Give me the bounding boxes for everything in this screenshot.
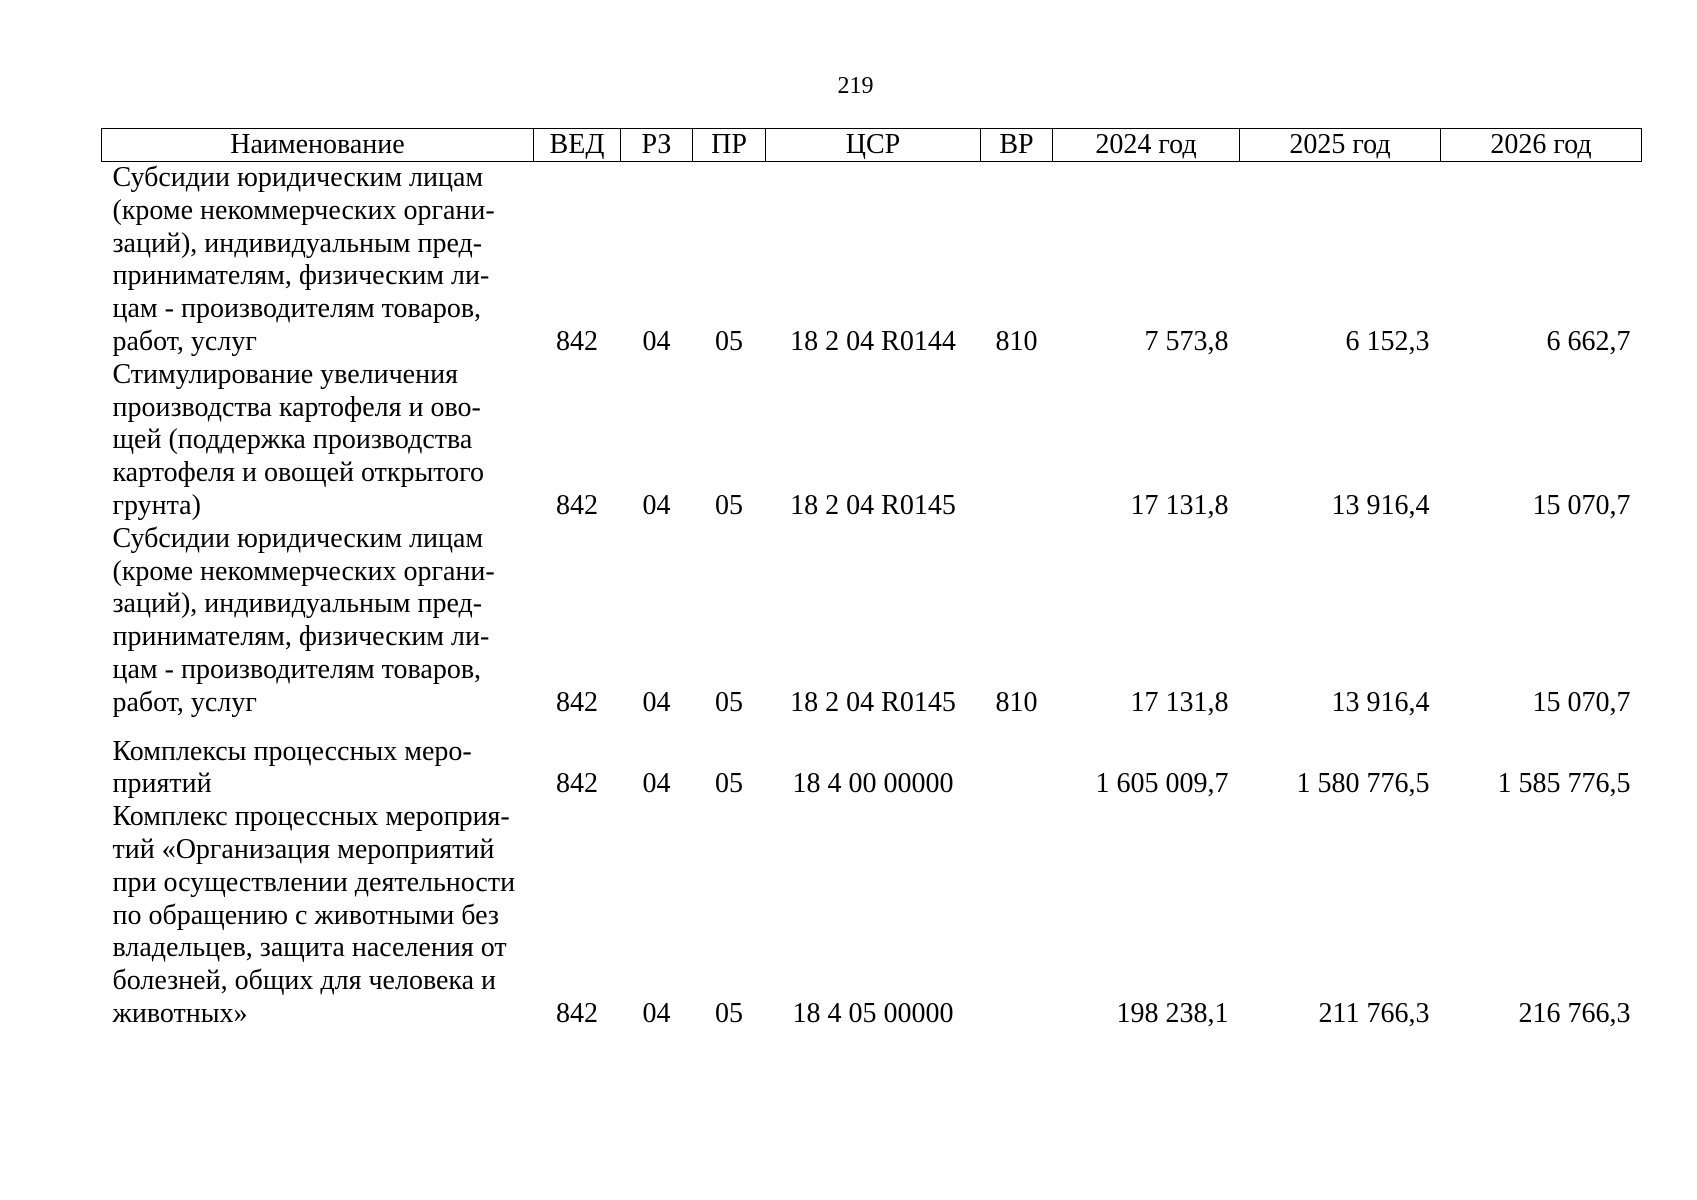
cell-amount-2026: 15 070,7 (1532, 489, 1631, 521)
table-row (102, 801, 1642, 1031)
cell-rz: 04 (642, 325, 671, 357)
name-line: заций), индивидуальным пред- (112, 588, 483, 620)
cell-amount-2025: 1 580 776,5 (1296, 768, 1430, 800)
cell-rz: 04 (642, 686, 671, 718)
table-header-row (102, 129, 1642, 162)
table-row (102, 162, 1642, 359)
column-header-vr: ВР (981, 129, 1053, 162)
budget-table (101, 128, 1642, 1031)
name-line: при осуществлении деятельности (112, 866, 516, 898)
name-line: (кроме некоммерческих органи- (112, 194, 495, 226)
cell-pr: 05 (715, 686, 743, 718)
name-line: Субсидии юридическим лицам (112, 162, 484, 193)
name-line: по обращению с животными без (112, 899, 499, 931)
cell-amount-2026: 1 585 776,5 (1497, 768, 1631, 800)
name-line: работ, услуг (112, 325, 257, 357)
column-header-rz: РЗ (621, 129, 693, 162)
cell-amount-2025: 13 916,4 (1331, 686, 1430, 718)
cell-ved: 842 (556, 768, 598, 800)
cell-name (102, 801, 534, 1031)
cell-ved: 842 (556, 997, 598, 1029)
cell-amount-2026: 15 070,7 (1532, 686, 1631, 718)
name-line: принимателям, физическим ли- (112, 260, 490, 292)
name-line: работ, услуг (112, 686, 257, 718)
name-line: тий «Организация мероприятий (112, 833, 495, 865)
cell-name (102, 523, 534, 720)
name-line: принимателям, физическим ли- (112, 621, 490, 653)
cell-amount-2024: 17 131,8 (1130, 686, 1229, 718)
table-body (102, 162, 1642, 1031)
cell-name (102, 359, 534, 523)
table-row (102, 359, 1642, 523)
cell-vr: 810 (995, 686, 1038, 718)
cell-csr: 18 2 04 R0144 (790, 325, 956, 357)
cell-csr: 18 4 05 00000 (792, 997, 954, 1029)
cell-vr (981, 720, 1053, 802)
column-header-2025: 2025 год (1240, 129, 1441, 162)
name-line: картофеля и овощей открытого (112, 457, 484, 489)
name-line: производства картофеля и ово- (112, 391, 481, 423)
cell-amount-2024: 198 238,1 (1116, 997, 1229, 1029)
column-header-name: Наименование (102, 129, 534, 162)
name-line: болезней, общих для человека и (112, 965, 497, 997)
column-header-pr: ПР (693, 129, 766, 162)
name-line: Комплексы процессных меро- (112, 735, 472, 767)
cell-rz: 04 (642, 489, 671, 521)
name-line: (кроме некоммерческих органи- (112, 555, 495, 587)
cell-vr: 810 (995, 325, 1038, 357)
cell-ved: 842 (556, 489, 598, 521)
cell-amount-2025: 6 152,3 (1345, 325, 1430, 357)
cell-amount-2024: 17 131,8 (1130, 489, 1229, 521)
table-row (102, 523, 1642, 720)
name-line: Стимулирование увеличения (112, 358, 458, 390)
cell-pr: 05 (715, 997, 743, 1029)
name-line: цам - производителям товаров, (112, 653, 482, 685)
cell-name (102, 720, 534, 802)
name-line: приятий (112, 768, 212, 800)
name-line: животных» (112, 997, 248, 1029)
name-line: владельцев, защита населения от (112, 932, 507, 964)
cell-ved: 842 (556, 325, 598, 357)
cell-csr: 18 2 04 R0145 (790, 489, 956, 521)
table-row (102, 720, 1642, 802)
cell-pr: 05 (715, 325, 743, 357)
name-line: цам - производителям товаров, (112, 293, 482, 325)
column-header-csr: ЦСР (766, 129, 981, 162)
cell-pr: 05 (715, 768, 743, 800)
cell-rz: 04 (642, 997, 671, 1029)
cell-ved: 842 (556, 686, 598, 718)
name-line: Комплекс процессных мероприя- (112, 801, 510, 833)
cell-amount-2025: 13 916,4 (1331, 489, 1430, 521)
name-line: Субсидии юридическим лицам (112, 522, 484, 554)
cell-csr: 18 2 04 R0145 (790, 686, 956, 718)
column-header-ved: ВЕД (534, 129, 621, 162)
cell-amount-2024: 7 573,8 (1144, 325, 1229, 357)
cell-csr: 18 4 00 00000 (792, 768, 954, 800)
page-number: 219 (837, 73, 874, 99)
name-line: заций), индивидуальным пред- (112, 227, 483, 259)
cell-amount-2024: 1 605 009,7 (1095, 768, 1229, 800)
cell-vr (981, 359, 1053, 523)
cell-amount-2026: 216 766,3 (1518, 997, 1631, 1029)
cell-amount-2025: 211 766,3 (1318, 997, 1430, 1029)
column-header-2026: 2026 год (1441, 129, 1642, 162)
name-line: грунта) (112, 489, 201, 521)
name-line: щей (поддержка производства (112, 424, 473, 456)
cell-rz: 04 (642, 768, 671, 800)
cell-amount-2026: 6 662,7 (1546, 325, 1631, 357)
column-header-2024: 2024 год (1053, 129, 1240, 162)
cell-pr: 05 (715, 489, 743, 521)
cell-vr (981, 801, 1053, 1031)
cell-name (102, 162, 534, 359)
